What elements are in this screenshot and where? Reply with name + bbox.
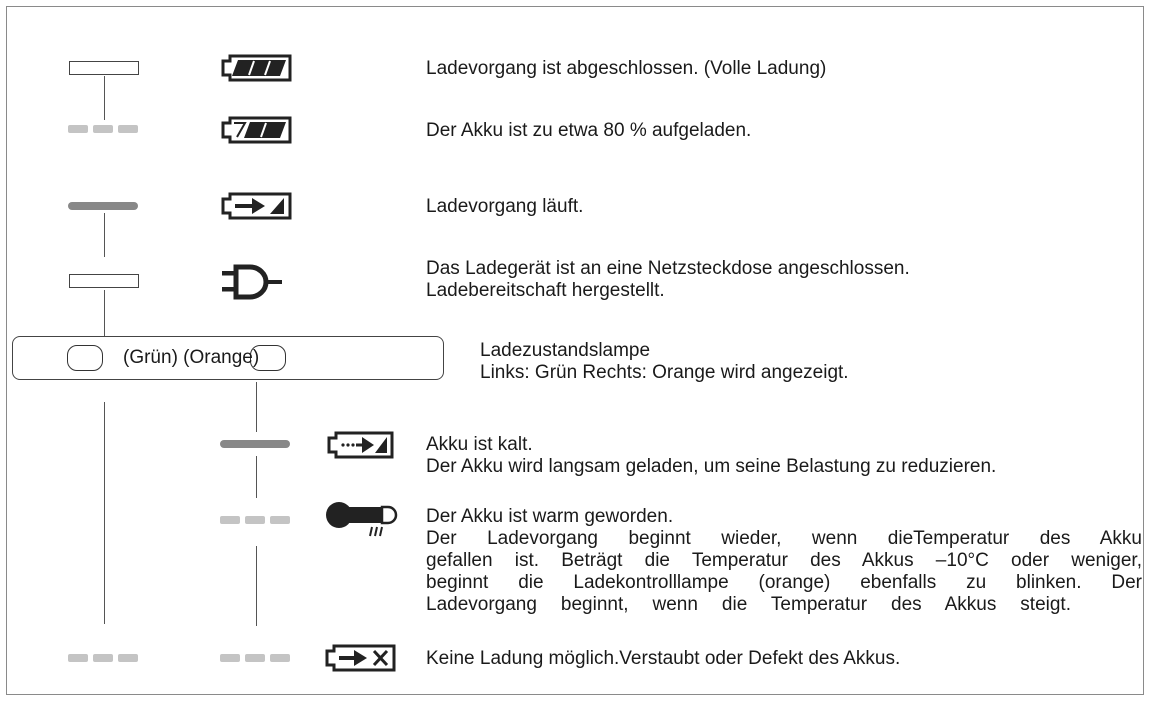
lamp-off (69, 61, 139, 75)
battery-charging-icon (220, 191, 292, 221)
legend-subtitle: Links: Grün Rechts: Orange wird angezeigt. (480, 362, 849, 383)
status-text: gefallen ist. Beträgt die Temperatur des Akkus –10°C oder weniger, (426, 550, 1142, 571)
connector-line (104, 213, 105, 257)
battery-error-icon (324, 643, 396, 673)
legend-box-label: (Grün) (Orange) (123, 347, 260, 368)
thermometer-warm-icon (324, 500, 400, 538)
connector-line (104, 290, 105, 336)
lamp-blinking (220, 516, 290, 524)
status-text: Der Akku ist zu etwa 80 % aufgeladen. (426, 120, 752, 141)
plug-icon (220, 262, 292, 302)
status-text: Keine Ladung möglich.Verstaubt oder Defekt des Akkus. (426, 648, 901, 669)
status-text: Ladebereitschaft hergestellt. (426, 280, 665, 301)
lamp-blinking (220, 654, 290, 662)
legend-title: Ladezustandslampe (480, 340, 651, 361)
status-text: beginnt die Ladekontrolllampe (orange) ebenfalls zu blinken. Der (426, 572, 1142, 593)
lamp-blinking (68, 125, 138, 133)
lamp-lens-green (67, 345, 103, 371)
connector-line (104, 402, 105, 624)
lamp-off (69, 274, 139, 288)
status-text: Ladevorgang läuft. (426, 196, 584, 217)
connector-line (256, 382, 257, 432)
status-text: Ladevorgang ist abgeschlossen. (Volle Ladung) (426, 58, 827, 79)
connector-line (104, 76, 105, 120)
lamp-blinking (68, 654, 138, 662)
connector-line (256, 546, 257, 626)
status-text: Der Akku ist warm geworden. (426, 506, 674, 527)
battery-full-icon (220, 53, 292, 83)
lamp-on (220, 440, 290, 448)
status-text: Akku ist kalt. (426, 434, 533, 455)
status-text: Das Ladegerät ist an eine Netzsteckdose angeschlossen. (426, 258, 910, 279)
status-text: Ladevorgang beginnt, wenn die Temperatur des Akkus steigt. (426, 594, 1071, 615)
battery-80-icon (220, 115, 292, 145)
status-text: Der Ladevorgang beginnt wieder, wenn dieTemperatur des Akku (426, 528, 1142, 549)
status-text: Der Akku wird langsam geladen, um seine Belastung zu reduzieren. (426, 456, 997, 477)
connector-line (256, 456, 257, 498)
lamp-on (68, 202, 138, 210)
battery-cold-icon (326, 430, 394, 460)
